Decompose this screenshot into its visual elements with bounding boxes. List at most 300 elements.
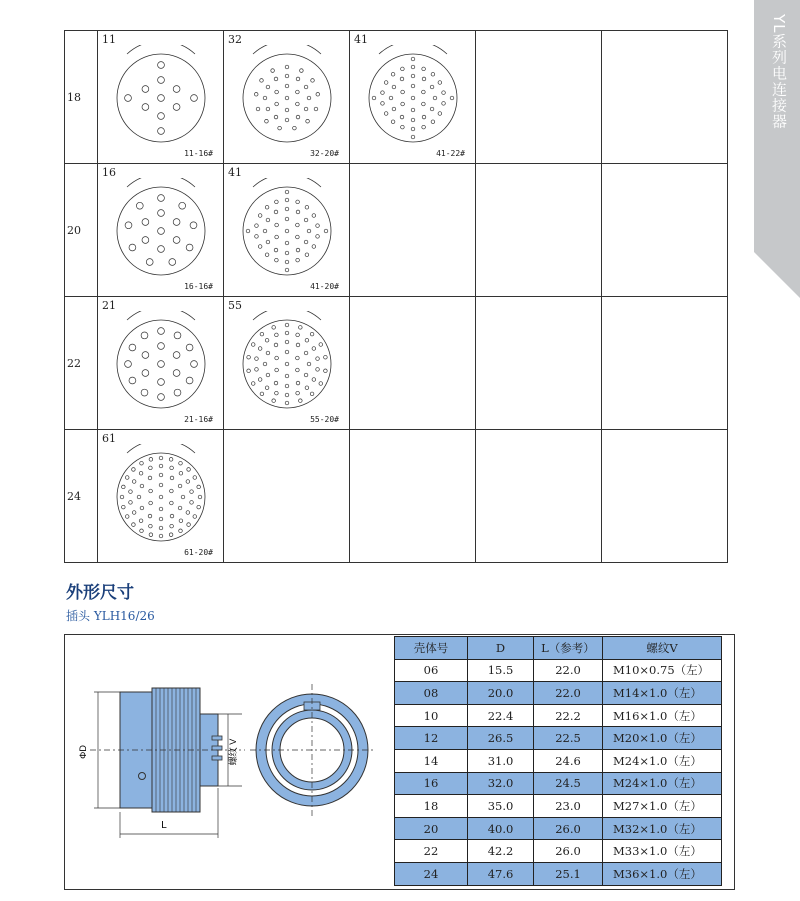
contact-hole [149,489,153,493]
contact-count: 61 [102,432,116,445]
contact-hole [442,102,446,106]
contact-hole [258,245,262,249]
layout-row [65,297,728,430]
contact-hole [265,205,269,209]
contact-hole [265,338,269,342]
contact-hole [263,96,267,100]
contact-hole [274,115,278,119]
contact-hole [275,235,279,239]
table-cell: 18 [395,795,468,818]
contact-hole [296,343,300,347]
contact-count: 16 [102,166,116,179]
contact-hole [430,85,434,89]
contact-hole [158,343,165,350]
table-cell: M10×0.75（左） [603,659,722,682]
contact-hole [296,333,300,337]
contact-hole [312,214,316,218]
contact-hole [285,268,289,272]
insert-face-diagram [234,311,340,417]
contact-hole [400,77,404,81]
contact-hole [178,484,182,488]
contact-hole [307,96,311,100]
col-header: 壳体号 [395,637,468,660]
table-cell: 23.0 [534,795,603,818]
contact-hole [170,514,174,518]
table-row [395,840,722,863]
layout-cell [224,164,350,297]
contact-count: 41 [228,166,242,179]
contact-hole [296,356,300,360]
layout-cell [224,31,350,164]
contact-hole [142,86,149,93]
contact-hole [258,214,262,218]
contact-hole [275,356,279,360]
contact-hole [296,368,300,372]
contact-hole [319,343,323,347]
table-cell: 24 [395,862,468,885]
contact-hole [307,362,311,366]
contact-hole [146,259,153,266]
contact-hole [265,386,269,390]
contact-hole [186,480,190,484]
contact-hole [438,112,442,116]
contact-hole [173,219,180,226]
table-cell: 26.0 [534,840,603,863]
contact-hole [285,323,289,327]
contact-hole [296,391,300,395]
contact-hole [401,67,405,71]
table-cell: 06 [395,659,468,682]
layout-cell-empty [350,297,476,430]
contact-hole [274,343,278,347]
contact-hole [174,389,181,396]
layout-cell-empty [476,430,602,563]
layout-code: 61-20# [184,548,213,557]
contact-hole [197,505,201,509]
contact-hole [285,260,289,264]
layout-row [65,31,728,164]
contact-hole [251,343,255,347]
contact-hole [186,511,190,515]
layout-code: 21-16# [184,415,213,424]
contact-hole [140,529,144,533]
contact-hole [389,96,393,100]
insert-face-diagram [108,45,214,151]
contact-hole [285,217,289,221]
contact-hole [274,381,278,385]
keyway-arc [127,311,195,320]
keyway-arc [127,178,195,187]
contact-hole [149,533,153,537]
contact-hole [275,258,279,262]
contact-hole [190,490,194,494]
contact-hole [372,96,376,100]
contact-hole [141,332,148,339]
contact-hole [411,84,415,88]
contact-hole [296,102,300,106]
table-cell: 26.5 [468,727,534,750]
contact-hole [148,476,152,480]
contact-hole [275,368,279,372]
contact-hole [296,235,300,239]
insert-outline [117,453,205,541]
insert-outline [117,320,205,408]
table-cell: 22.0 [534,682,603,705]
layout-row [65,164,728,297]
contact-hole [285,229,289,233]
contact-hole [422,67,426,71]
layout-cell-empty [476,31,602,164]
keyway-arc [127,45,195,54]
contact-hole [159,464,163,468]
contact-hole [411,57,415,61]
contact-count: 21 [102,299,116,312]
table-row [395,795,722,818]
contact-hole [169,458,173,462]
contact-hole [285,207,289,211]
contact-hole [149,501,153,505]
contact-hole [247,355,251,359]
layout-code: 41-22# [436,149,465,158]
layout-code: 32-20# [310,149,339,158]
insert-outline [369,54,457,142]
layout-cell-empty [350,164,476,297]
contact-hole [125,515,129,519]
contact-hole [272,399,276,403]
contact-hole [305,253,309,257]
contact-hole [263,229,267,233]
table-cell: 22.2 [534,704,603,727]
contact-hole [305,386,309,390]
layout-row [65,430,728,563]
side-tab [754,0,800,252]
contact-hole [411,135,415,139]
contact-hole [296,200,300,204]
contact-hole [141,389,148,396]
contact-hole [299,326,303,330]
table-cell: M24×1.0（左） [603,749,722,772]
keyway-arc [253,311,321,320]
layout-code: 16-16# [184,282,213,291]
contact-hole [132,523,136,527]
contact-hole [129,377,136,384]
contact-hole [178,506,182,510]
contact-hole [431,120,435,124]
table-cell: 31.0 [468,749,534,772]
contact-hole [275,102,279,106]
col-header: D [468,637,534,660]
layout-cell [224,297,350,430]
contact-hole [174,332,181,339]
contact-count: 11 [102,33,116,46]
table-cell: M32×1.0（左） [603,817,722,840]
contact-hole [306,119,310,123]
contact-hole [125,476,129,480]
contact-hole [158,379,165,386]
contact-hole [442,91,446,95]
contact-hole [300,69,304,73]
insert-outline [243,187,331,275]
contact-hole [255,235,259,239]
table-cell: 24.5 [534,772,603,795]
table-row [395,817,722,840]
contact-hole [285,362,289,366]
contact-hole [422,90,426,94]
contact-hole [260,79,264,83]
contact-hole [255,224,259,228]
phi-d-label: ΦD [78,745,88,759]
table-header-row [395,637,722,660]
contact-hole [158,210,165,217]
contact-hole [149,524,153,528]
table-cell: 35.0 [468,795,534,818]
contact-hole [296,381,300,385]
contact-hole [400,115,404,119]
layout-cell [350,31,476,164]
insert-layout-grid [64,30,728,563]
contact-hole [173,352,180,359]
contact-hole [285,65,289,69]
contact-hole [275,223,279,227]
contact-hole [120,495,124,499]
table-cell: 20.0 [468,682,534,705]
contact-hole [278,126,282,130]
keyway-arc [253,45,321,54]
table-cell: 16 [395,772,468,795]
contact-hole [311,79,315,83]
contact-hole [260,392,264,396]
contact-hole [125,95,132,102]
contact-hole [125,222,132,229]
section-title: 外形尺寸 [66,583,134,603]
contact-hole [293,126,297,130]
shell-size: 22 [65,297,98,430]
contact-hole [285,96,289,100]
contact-hole [304,351,308,355]
contact-hole [247,369,251,373]
table-cell: 42.2 [468,840,534,863]
layout-cell-empty [224,430,350,563]
contact-hole [275,333,279,337]
contact-hole [159,507,163,511]
contact-hole [296,210,300,214]
contact-hole [191,95,198,102]
layout-cell [98,430,224,563]
contact-hole [266,240,270,244]
contact-count: 55 [228,299,242,312]
contact-hole [179,519,183,523]
table-cell: 20 [395,817,468,840]
insert-face-diagram [108,311,214,417]
contact-hole [159,534,163,538]
contact-hole [285,241,289,245]
contact-hole [305,205,309,209]
contact-hole [170,489,174,493]
contact-hole [136,202,143,209]
table-cell: 24.6 [534,749,603,772]
table-row [395,704,722,727]
layout-cell-empty [602,31,728,164]
table-cell: M33×1.0（左） [603,840,722,863]
contact-hole [312,347,316,351]
contact-hole [304,107,308,111]
layout-code: 11-16# [184,149,213,158]
plug-outline-drawing [70,680,390,840]
contact-hole [173,237,180,244]
contact-hole [148,514,152,518]
layout-cell [98,31,224,164]
contact-hole [285,374,289,378]
contact-hole [299,399,303,403]
table-row [395,727,722,750]
contact-hole [285,384,289,388]
contact-hole [266,85,270,89]
l-label: L [161,820,167,831]
contact-hole [159,473,163,477]
contact-hole [266,218,270,222]
table-cell: 22.4 [468,704,534,727]
contact-hole [158,62,165,69]
contact-hole [411,74,415,78]
contact-hole [305,338,309,342]
contact-hole [312,245,316,249]
layout-cell [98,297,224,430]
table-cell: M36×1.0（左） [603,862,722,885]
layout-cell-empty [602,297,728,430]
contact-hole [285,84,289,88]
contact-hole [187,468,191,472]
contact-hole [132,511,136,515]
side-tab-text: YL系列电连接器 [770,14,788,130]
contact-hole [149,458,153,462]
layout-code: 41-20# [310,282,339,291]
contact-hole [433,96,437,100]
contact-hole [265,253,269,257]
contact-hole [304,218,308,222]
contact-hole [129,244,136,251]
col-header: 螺纹V [603,637,722,660]
layout-cell-empty [476,297,602,430]
contact-hole [422,125,426,129]
contact-hole [296,77,300,81]
contact-hole [158,394,165,401]
contact-hole [158,246,165,253]
keyway-arc [253,178,321,187]
shell-size: 20 [65,164,98,297]
contact-hole [260,332,264,336]
contact-hole [255,357,259,361]
contact-hole [296,90,300,94]
contact-hole [140,506,144,510]
contact-hole [129,501,133,505]
contact-hole [401,125,405,129]
contact-hole [186,344,193,351]
contact-hole [316,92,320,96]
contact-hole [137,495,141,499]
contact-hole [191,361,198,368]
contact-hole [450,96,454,100]
contact-hole [430,107,434,111]
table-cell: 12 [395,727,468,750]
table-cell: M24×1.0（左） [603,772,722,795]
table-cell: 25.1 [534,862,603,885]
contact-hole [190,501,194,505]
contact-hole [256,107,260,111]
contact-hole [296,115,300,119]
thread-v-label: 螺纹 V [228,738,238,766]
contact-hole [312,378,316,382]
contact-hole [179,471,183,475]
insert-face-diagram [360,45,466,151]
contact-hole [266,107,270,111]
contact-hole [285,401,289,405]
contact-hole [411,108,415,112]
contact-hole [179,202,186,209]
contact-hole [170,466,174,470]
table-cell: 22.5 [534,727,603,750]
contact-hole [159,456,163,460]
contact-hole [316,368,320,372]
contact-hole [158,195,165,202]
table-cell: 40.0 [468,817,534,840]
contact-hole [285,350,289,354]
contact-hole [285,74,289,78]
insert-outline [243,320,331,408]
contact-hole [193,515,197,519]
table-cell: M14×1.0（左） [603,682,722,705]
contact-hole [181,495,185,499]
contact-hole [246,229,250,233]
contact-hole [285,340,289,344]
insert-face-diagram [108,178,214,284]
contact-hole [142,237,149,244]
contact-hole [381,91,385,95]
contact-hole [122,505,126,509]
contact-hole [159,483,163,487]
table-row [395,749,722,772]
shell-size: 24 [65,430,98,563]
layout-cell-empty [602,164,728,297]
contact-hole [431,72,435,76]
contact-hole [186,377,193,384]
contact-hole [254,92,258,96]
contact-hole [170,501,174,505]
contact-hole [186,244,193,251]
contact-hole [142,370,149,377]
contact-hole [179,529,183,533]
contact-hole [422,115,426,119]
insert-face-diagram [108,444,214,550]
contact-hole [142,352,149,359]
contact-hole [173,104,180,111]
dimension-table [394,636,722,886]
layout-cell [98,164,224,297]
contact-hole [169,533,173,537]
contact-hole [125,361,132,368]
contact-hole [170,476,174,480]
contact-hole [401,90,405,94]
contact-hole [140,484,144,488]
contact-hole [285,251,289,255]
contact-hole [159,495,163,499]
contact-hole [310,332,314,336]
contact-hole [139,471,143,475]
contact-hole [384,112,388,116]
contact-hole [140,461,144,465]
contact-count: 32 [228,33,242,46]
contact-hole [316,224,320,228]
shell-size: 18 [65,31,98,164]
